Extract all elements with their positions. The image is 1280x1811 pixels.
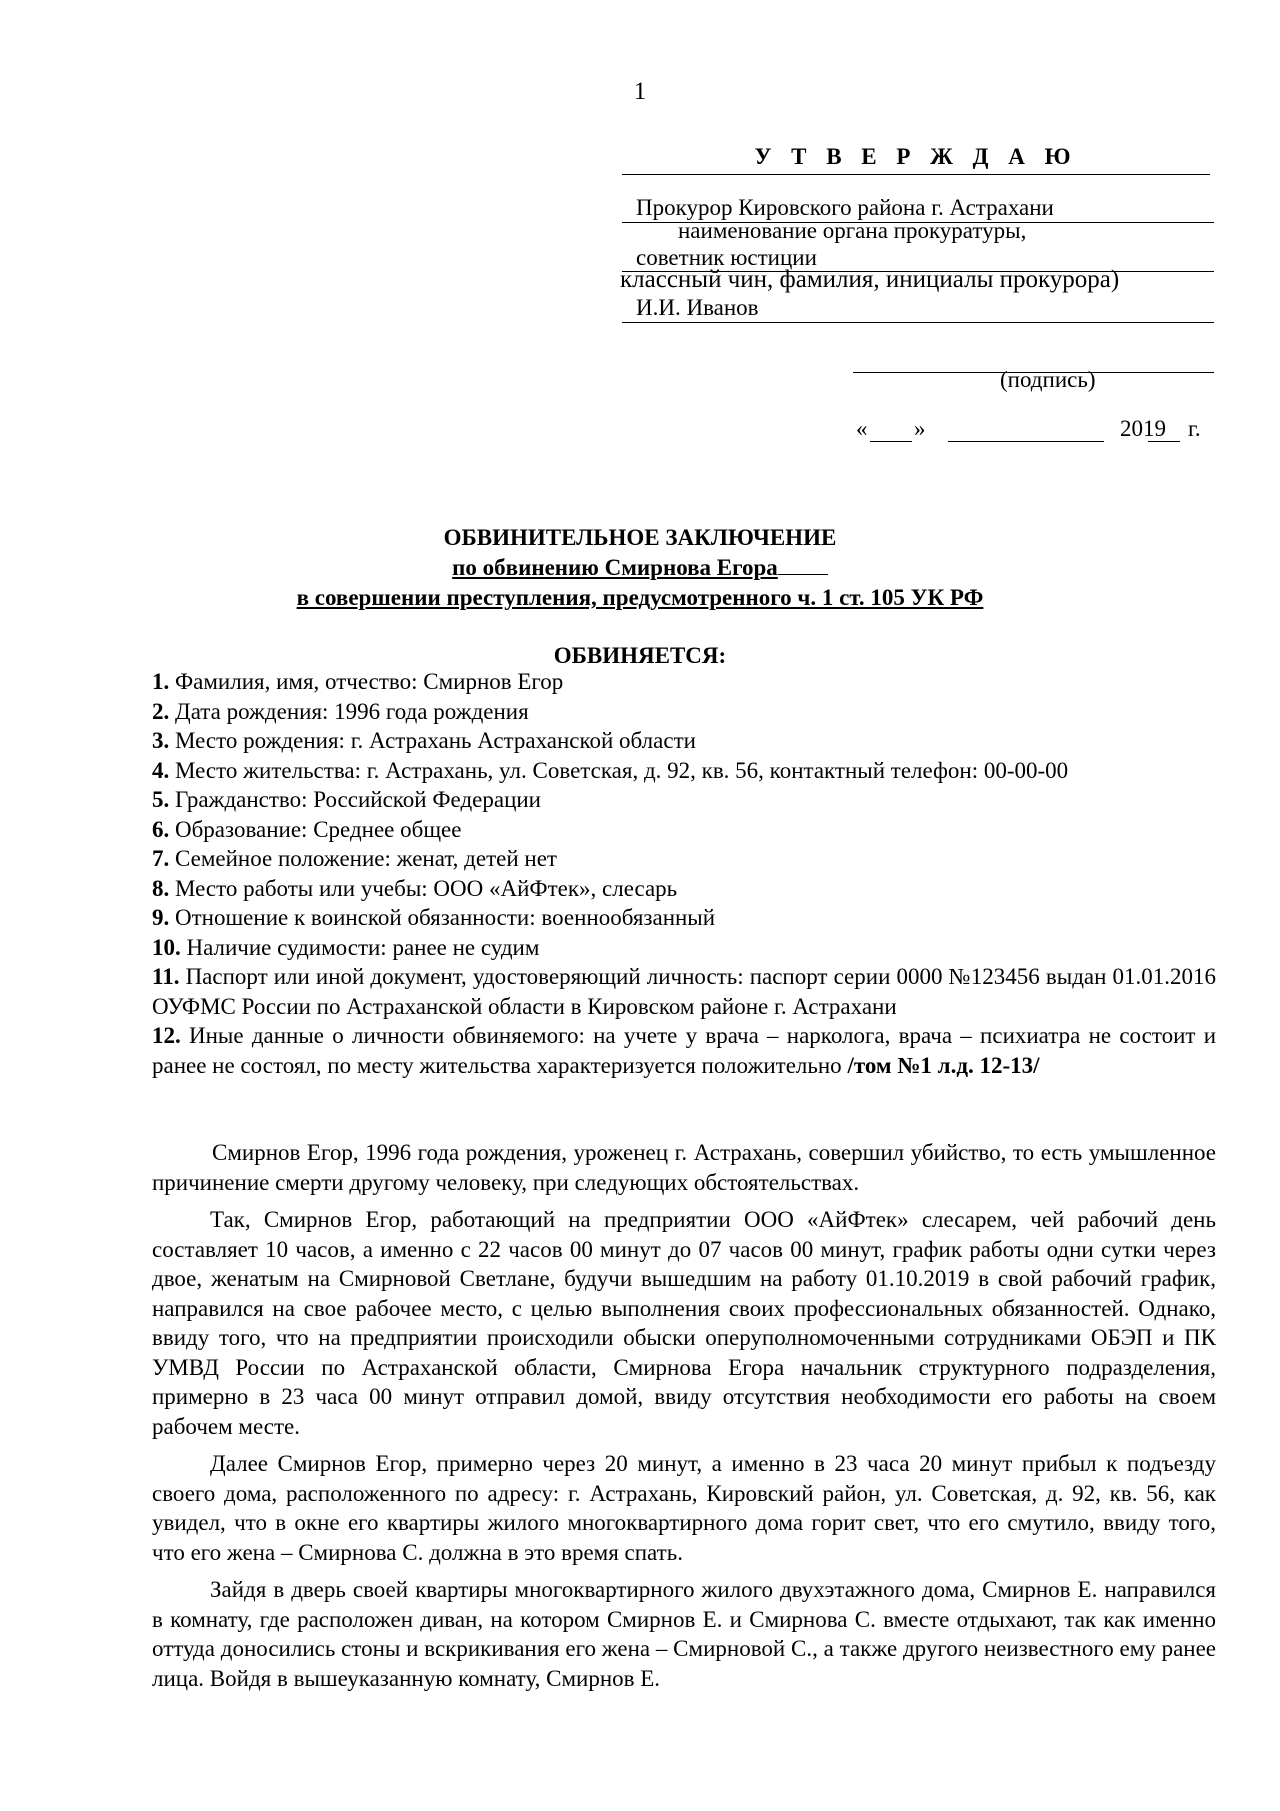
accused-name-line: по обвинению Смирнова Егора — [452, 555, 778, 580]
page-number: 1 — [633, 78, 647, 105]
date-month-blank — [948, 441, 1104, 442]
document-subtitle-article — [0, 585, 1280, 611]
list-item: 7. Семейное положение: женат, детей нет — [152, 846, 557, 871]
accused-details-list — [152, 667, 1216, 1080]
list-item: 3. Место рождения: г. Астрахань Астраханской области — [152, 728, 696, 753]
paragraph: Так, Смирнов Егор, работающий на предприятии ООО «АйФтек» слесарем, чей рабочий день составляет 10 часов, а именно с 22 часов 00 минут до 07 часов 00 минут, график работы одни сутки через двое, женатым на Смирновой Светлане, будучи вышедшим на работу 01.10.2019 в свой рабочий график, направился на свое рабочее место, с целью выполнения своих профессиональных обязанностей. Однако, ввиду того, что на предприятии происходили обыски оперуполномоченными сотрудниками ОБЭП и ПК УМВД России по Астраханской области, Смирнова Егора начальник структурного подразделения, примерно в 23 часа 00 минут отправил домой, ввиду отсутствия необходимости его работы на своем рабочем месте. — [152, 1207, 1216, 1439]
list-item: 2. Дата рождения: 1996 года рождения — [152, 698, 529, 724]
organ-hint: наименование органа прокуратуры, — [678, 218, 1027, 243]
indictment-body — [152, 1138, 1216, 1701]
rank-hint: классный чин, фамилия, инициалы прокурора) — [620, 266, 1120, 293]
prosecutor-rank: советник юстиции — [636, 245, 817, 270]
prosecutor-organ: Прокурор Кировского района г. Астрахани — [636, 195, 1054, 220]
signature-hint: (подпись) — [1000, 367, 1096, 392]
date-year: 2019 — [1120, 416, 1166, 441]
paragraph: Зайдя в дверь своей квартиры многоквартирного жилого двухэтажного дома, Смирнов Е. направился в комнату, где расположен диван, на котором Смирнов Е. и Смирнова С. вместе отдыхают, так как именно оттуда доносились стоны и вскрикивания его жена – Смирновой С., а также другого неизвестного ему ранее лица. Войдя в вышеуказанную комнату, Смирнов Е. — [152, 1577, 1216, 1691]
paragraph: Смирнов Егор, 1996 года рождения, уроженец г. Астрахань, совершил убийство, то есть умышленное причинение смерти другому человеку, при следующих обстоятельствах. — [152, 1140, 1216, 1195]
date-year-underline — [1148, 441, 1180, 442]
prosecutor-name: И.И. Иванов — [636, 295, 759, 320]
document-subtitle-accused — [0, 555, 1280, 581]
volume-reference: /том №1 л.д. 12-13/ — [847, 1052, 1040, 1078]
date-open-quote: « — [856, 416, 868, 441]
list-item: 9. Отношение к воинской обязанности: военнообязанный — [152, 905, 716, 930]
date-day-blank — [870, 441, 912, 442]
accused-heading: ОБВИНЯЕТСЯ: — [553, 643, 727, 668]
approval-heading: У Т В Е Р Ж Д А Ю — [622, 144, 1210, 175]
list-item: 12. Иные данные о личности обвиняемого: на учете у врача – нарколога, врача – психиатра не состоит и ранее не состоял, по месту жительства характеризуется положительно /том №1 л.д. 12-13/ — [152, 1023, 1217, 1078]
paragraph: Далее Смирнов Егор, примерно через 20 минут, а именно в 23 часа 20 минут прибыл к подъезду своего дома, расположенного по адресу: г. Астрахань, Кировский район, ул. Советская, д. 92, кв. 56, как увидел, что в окне его квартиры жилого многоквартирного дома горит свет, что его смутило, ввиду того, что его жена – Смирнова С. должна в это время спать. — [152, 1451, 1216, 1565]
document-title: ОБВИНИТЕЛЬНОЕ ЗАКЛЮЧЕНИЕ — [443, 525, 837, 550]
date-year-suffix: г. — [1188, 416, 1201, 441]
name-underline — [622, 322, 1214, 323]
article-line: в совершении преступления, предусмотренного ч. 1 ст. 105 УК РФ — [296, 585, 984, 610]
list-item: 6. Образование: Среднее общее — [152, 816, 462, 842]
title-blank — [778, 573, 828, 575]
list-item: 5. Гражданство: Российской Федерации — [152, 787, 541, 812]
list-item: 1. Фамилия, имя, отчество: Смирнов Егор — [152, 669, 564, 694]
list-item: 4. Место жительства: г. Астрахань, ул. Советская, д. 92, кв. 56, контактный телефон: 00-00-00 — [152, 757, 1069, 783]
list-item: 10. Наличие судимости: ранее не судим — [152, 934, 540, 960]
list-item: 11. Паспорт или иной документ, удостоверяющий личность: паспорт серии 0000 №123456 выдан 01.01.2016 ОУФМС России по Астраханской области в Кировском районе г. Астрахани — [152, 964, 1216, 1019]
list-item: 8. Место работы или учебы: ООО «АйФтек», слесарь — [152, 875, 678, 901]
date-close-quote: » — [914, 416, 926, 441]
